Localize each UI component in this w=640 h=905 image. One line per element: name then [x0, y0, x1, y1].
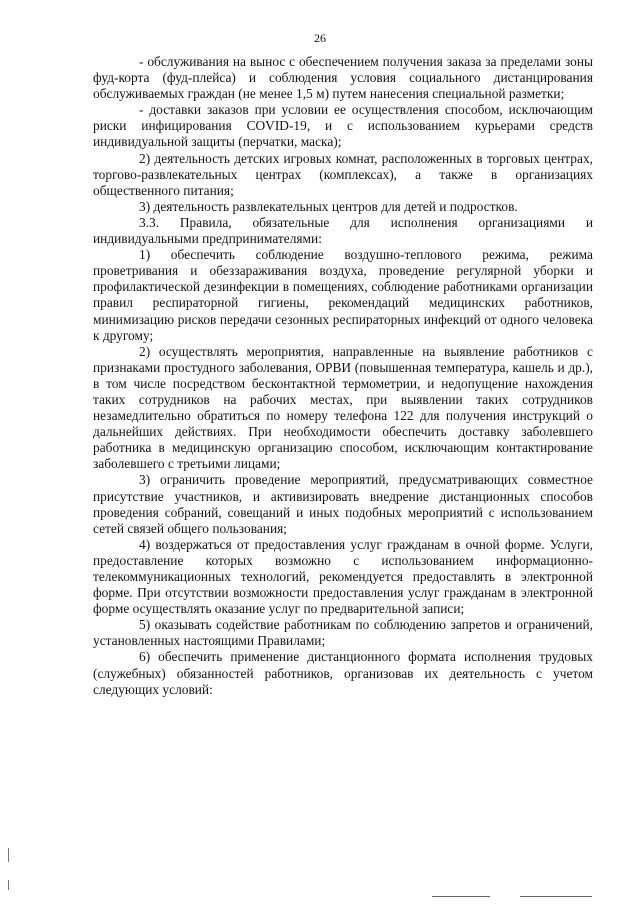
paragraph: 2) деятельность детских игровых комнат, расположенных в торговых центрах, торгово-развлекательных центрах (комплексах), а также в организациях общественного питания; — [93, 150, 593, 198]
page-number: 26 — [314, 31, 326, 45]
paragraph: 3) ограничить проведение мероприятий, предусматривающих совместное присутствие участников, и активизировать внедрение дистанционных способов проведения собраний, совещаний и иных подобных мероприятий с использованием сетей связей общего пользования; — [93, 472, 593, 536]
paragraph: 3) деятельность развлекательных центров для детей и подростков. — [139, 198, 518, 214]
paragraph: - обслуживания на вынос с обеспечением получения заказа за пределами зоны фуд-корта (фуд-плейса) и соблюдения условия социального дистанцирования обслуживаемых граждан (не менее 1,5 м) путем нанесения специальной разметки; — [93, 54, 593, 102]
paragraph: 5) оказывать содействие работникам по соблюдению запретов и ограничений, установленных настоящими Правилами; — [93, 617, 593, 649]
scan-edge-mark — [8, 848, 9, 862]
paragraph: 3.3. Правила, обязательные для исполнения организациями и индивидуальными предпринимателями: — [93, 214, 593, 247]
paragraph: 2) осуществлять мероприятия, направленные на выявление работников с признаками простудного заболевания, ОРВИ (повышенная температура, кашель и др.), в том числе посредством бесконтактной термометрии, и недопущение нахождения таких сотрудников на рабочих местах, при выявлении таких сотрудников незамедлительно обратиться по номеру телефона 122 для получения инструкций о дальнейших действиях. При необходимости обеспечить доставку заболевшего работника в медицинскую организацию способом, исключающим контактирование заболевшего с третьими лицами; — [93, 343, 593, 472]
paragraph: - доставки заказов при условии ее осуществления способом, исключающим риски инфицирования COVID-19, и с использованием курьерами средств индивидуальной защиты (перчатки, маска); — [93, 102, 593, 150]
paragraph: 1) обеспечить соблюдение воздушно-теплового режима, режима проветривания и обеззараживания воздуха, проведение регулярной уборки и профилактической дезинфекции в помещениях, соблюдение работниками организации правил респираторной гигиены, рекомендаций медицинских работников, минимизацию рисков передачи сезонных респираторных инфекций от одного человека к другому; — [93, 247, 593, 343]
scan-edge-mark — [8, 880, 9, 890]
paragraph: 6) обеспечить применение дистанционного формата исполнения трудовых (служебных) обязанностей работников, организовав их деятельность с учетом следующих условий: — [93, 649, 593, 697]
document-body — [93, 54, 593, 698]
footer-rule — [520, 896, 592, 897]
paragraph: 4) воздержаться от предоставления услуг гражданам в очной форме. Услуги, предоставление которых возможно с использованием информационно-телекоммуникационных технологий, рекомендуется предоставлять в электронной форме. При отсутствии возможности предоставления услуг гражданам в электронной форме осуществлять оказание услуг по предварительной записи; — [93, 536, 593, 617]
footer-rule — [432, 896, 490, 897]
